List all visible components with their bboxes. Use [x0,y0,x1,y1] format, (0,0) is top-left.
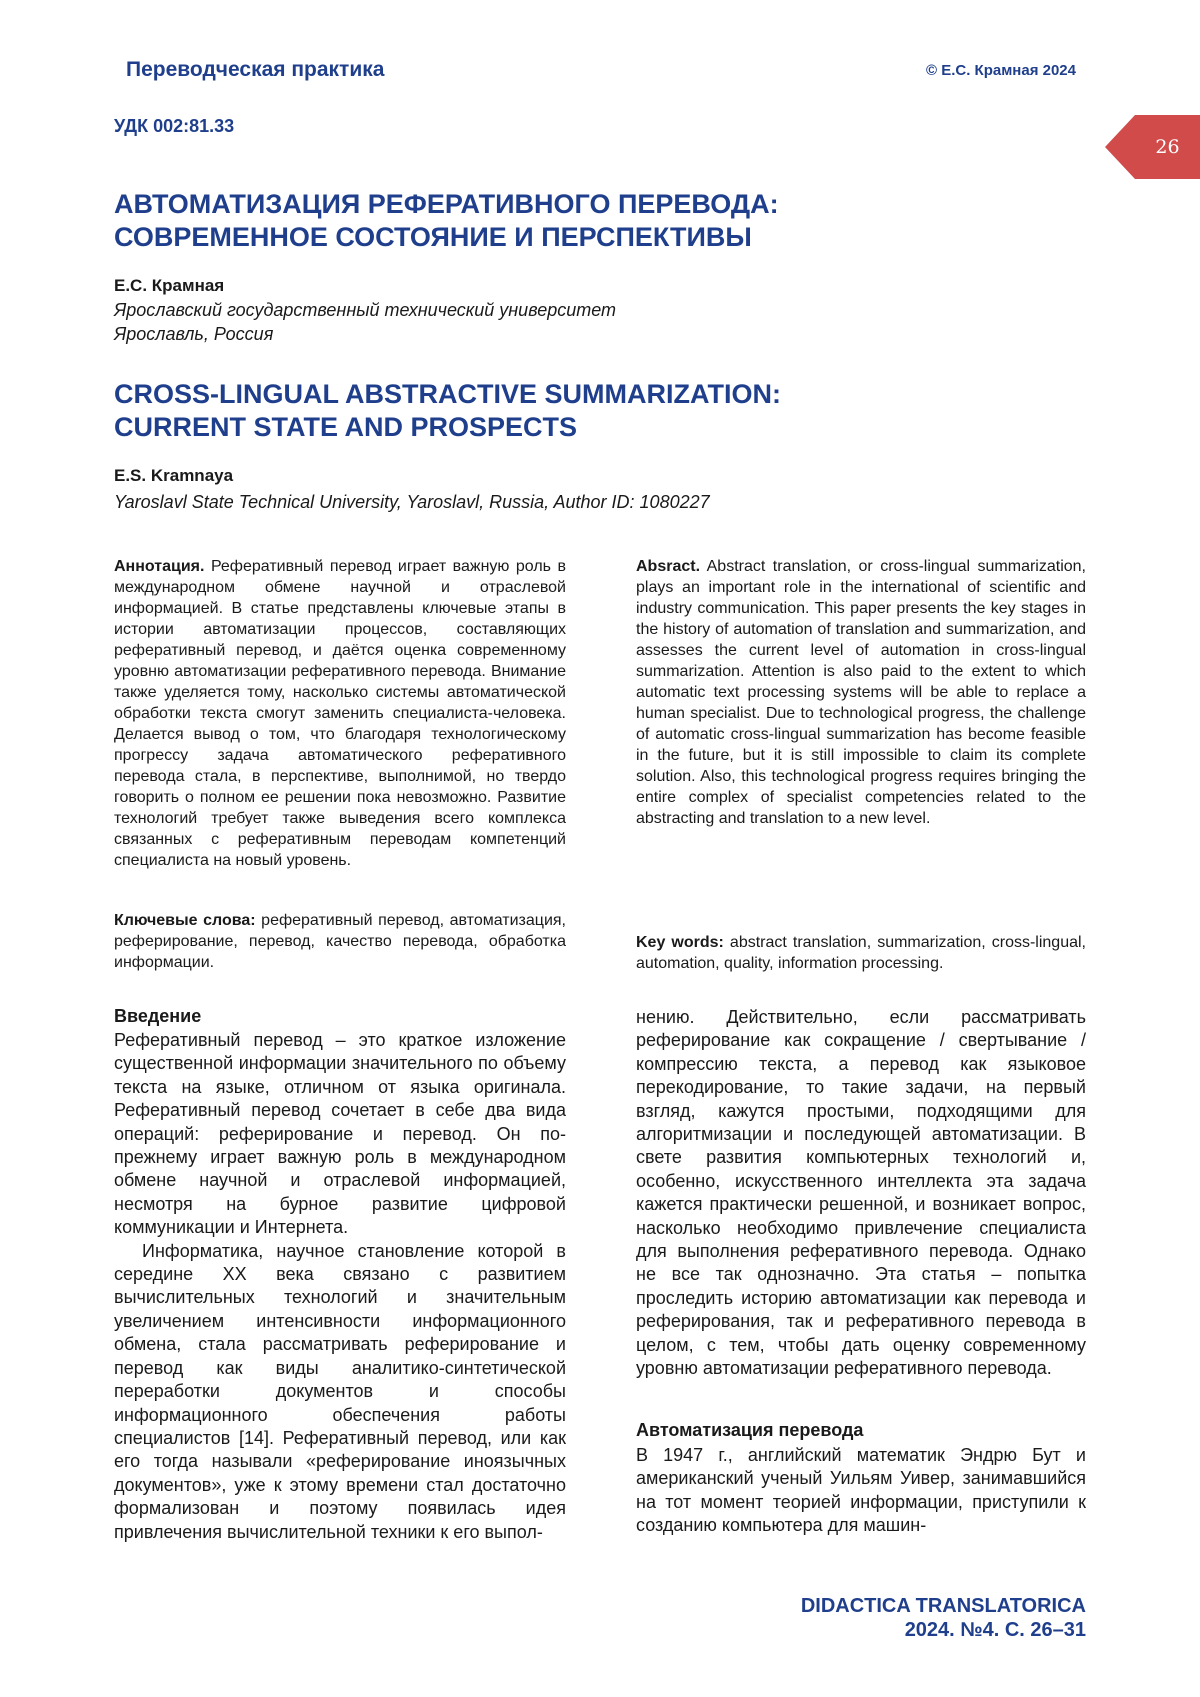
article-title-ru [114,188,1014,254]
keywords-en-label: Key words: [636,934,724,951]
article-title-en-line1: CROSS-LINGUAL ABSTRACTIVE SUMMARIZATION: [114,378,1014,411]
abstract-ru-label: Аннотация. [114,558,204,575]
affiliation-ru-city: Ярославль, Россия [114,322,273,346]
introduction-body [114,1029,566,1544]
article-title-en [114,378,1014,444]
author-name-en: E.S. Kramnaya [114,466,233,486]
translation-automation-body [636,1444,1086,1538]
abstract-ru-text: Реферативный перевод играет важную роль в международном обмене научной и отраслевой информацией. В статье представлены ключевые этапы в истории автоматизации процессов, составляющих реферативный перевод, и даётся оценка современному уровню автоматизации реферативного перевода. Внимание также уделяется тому, насколько системы автоматической обработки текста смогут заменить специалиста-человека. Делается вывод о том, что благодаря технологическому прогрессу задача автоматического реферативного перевода стала, в перспективе, выполнимой, но твердо говорить о полном ее решении пока невозможно. Развитие технологий требует также выведения всего комплекса связанных с реферативным переводам компетенций специалиста на новый уровень. [114,558,566,869]
footer-journal-name: DIDACTICA TRANSLATORICA [801,1595,1086,1618]
keywords-ru [114,910,566,973]
abstract-en-label: Absract. [636,558,700,575]
keywords-ru-label: Ключевые слова: [114,912,256,929]
continuation-paragraph: нению. Действительно, если рассматривать реферирование как сокращение / свертывание / компрессию текста, а перевод как языковое перекодирование, то такие задачи, на первый взгляд, кажутся простыми, подходящими для алгоритмизации и последующей автоматизации. В свете развития компьютерных технологий и, особенно, искусственного интеллекта эта задача кажется практически решенной, и возникает вопрос, насколько необходимо привлечение специалиста для выполнения реферативного перевода. Однако не все так однозначно. Эта статья – попытка проследить историю автоматизации как перевода и реферирования, так и реферативного перевода в целом, с тем, чтобы дать оценку современному уровню автоматизации реферативного перевода. [636,1006,1086,1381]
article-title-ru-line1: АВТОМАТИЗАЦИЯ РЕФЕРАТИВНОГО ПЕРЕВОДА: [114,188,1014,221]
section-heading-translation-automation: Автоматизация перевода [636,1420,1086,1441]
author-name-ru: Е.С. Крамная [114,276,224,296]
abstract-en-text: Abstract translation, or cross-lingual summarization, plays an important role in the international of scientific and industry communication. This paper presents the key stages in the history of automation of translation and summarization, and assesses the current level of automation in cross-lingual summarization. Attention is also paid to the extent to which automatic text processing systems will be able to replace a human specialist. Due to technological progress, the challenge of automatic cross-lingual summarization has become feasible in the future, but it is still impossible to claim its complete solution. Also, this technological progress requires bringing the entire complex of specialist competencies related to the abstracting and translation to a new level. [636,558,1086,827]
abstract-ru [114,556,566,871]
article-title-ru-line2: СОВРЕМЕННОЕ СОСТОЯНИЕ И ПЕРСПЕКТИВЫ [114,221,1014,254]
body-right-continuation [636,1006,1086,1381]
affiliation-ru-university: Ярославский государственный технический университет [114,298,616,322]
introduction-paragraph-1: Реферативный перевод – это краткое изложение существенной информации значительного по объему текста на языке, отличном от языка оригинала. Реферативный перевод сочетает в себе два вида операций: реферирование и перевод. Он по-прежнему играет важную роль в международном обмене научной и отраслевой информацией, несмотря на бурное развитие цифровой коммуникации и Интернета. [114,1029,566,1240]
copyright-notice: © Е.С. Крамная 2024 [926,62,1076,79]
keywords-ru-text: реферативный перевод, автоматизация, реферирование, перевод, качество перевода, обработка информации. [114,912,566,971]
translation-automation-paragraph-1: В 1947 г., английский математик Эндрю Бут и американский ученый Уильям Уивер, занимавшийся на тот момент теорией информации, приступили к созданию компьютера для машин- [636,1444,1086,1538]
udk-code: УДК 002:81.33 [114,116,234,137]
article-title-en-line2: CURRENT STATE AND PROSPECTS [114,411,1014,444]
page-number-tab [1105,115,1200,179]
footer-issue-info: 2024. №4. С. 26–31 [905,1619,1086,1642]
journal-section-title: Переводческая практика [126,58,384,82]
introduction-paragraph-2: Информатика, научное становление которой в середине XX века связано с развитием вычислительных технологий и значительным увеличением интенсивности информационного обмена, стала рассматривать реферирование и перевод как виды аналитико-синтетической переработки документов и способы информационного обеспечения работы специалистов [14]. Реферативный перевод, или как его тогда называли «реферирование иноязычных документов», уже к этому времени стал достаточно формализован и поэтому появилась идея привлечения вычислительной техники к его выпол- [114,1240,566,1544]
section-heading-introduction: Введение [114,1006,566,1027]
keywords-en [636,932,1086,974]
abstract-en [636,556,1086,829]
page-number: 26 [1135,115,1200,179]
affiliation-en: Yaroslavl State Technical University, Yaroslavl, Russia, Author ID: 1080227 [114,490,710,514]
keywords-en-text: abstract translation, summarization, cross-lingual, automation, quality, information processing. [636,934,1086,972]
